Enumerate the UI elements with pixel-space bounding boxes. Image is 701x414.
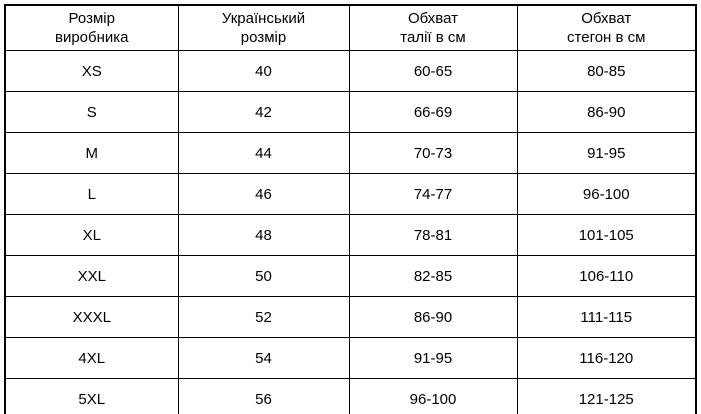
cell-hips: 106-110	[517, 256, 696, 297]
table-row	[5, 338, 696, 379]
cell-hips: 91-95	[517, 133, 696, 174]
column-header-hips	[517, 5, 696, 51]
cell-waist: 86-90	[349, 297, 517, 338]
cell-manufacturer-size: XXL	[5, 256, 178, 297]
cell-ukrainian-size: 46	[178, 174, 349, 215]
cell-hips: 96-100	[517, 174, 696, 215]
table-row	[5, 215, 696, 256]
table-row	[5, 297, 696, 338]
cell-waist: 74-77	[349, 174, 517, 215]
header-line: Розмір	[68, 10, 115, 27]
cell-ukrainian-size: 44	[178, 133, 349, 174]
cell-hips: 121-125	[517, 379, 696, 414]
cell-manufacturer-size: L	[5, 174, 178, 215]
header-line: розмір	[240, 29, 287, 46]
header-line: виробника	[54, 29, 129, 46]
column-header-manufacturer-size	[5, 5, 178, 51]
table-row	[5, 256, 696, 297]
cell-manufacturer-size: XXXL	[5, 297, 178, 338]
cell-hips: 116-120	[517, 338, 696, 379]
table-row	[5, 379, 696, 414]
header-line: Обхват	[408, 10, 458, 27]
cell-manufacturer-size: 4XL	[5, 338, 178, 379]
header-line: Обхват	[581, 10, 632, 27]
cell-hips: 80-85	[517, 51, 696, 92]
header-line: талії в см	[400, 29, 466, 46]
cell-waist: 82-85	[349, 256, 517, 297]
cell-ukrainian-size: 52	[178, 297, 349, 338]
size-chart-table	[4, 4, 697, 414]
cell-manufacturer-size: 5XL	[5, 379, 178, 414]
cell-hips: 86-90	[517, 92, 696, 133]
column-header-ukrainian-size	[178, 5, 349, 51]
table-row	[5, 133, 696, 174]
cell-hips: 111-115	[517, 297, 696, 338]
cell-ukrainian-size: 40	[178, 51, 349, 92]
cell-waist: 60-65	[349, 51, 517, 92]
header-row	[5, 5, 696, 51]
table-row	[5, 174, 696, 215]
cell-ukrainian-size: 50	[178, 256, 349, 297]
header-line: Український	[221, 10, 306, 27]
cell-ukrainian-size: 56	[178, 379, 349, 414]
cell-ukrainian-size: 54	[178, 338, 349, 379]
cell-hips: 101-105	[517, 215, 696, 256]
cell-manufacturer-size: M	[5, 133, 178, 174]
header-line: стегон в см	[567, 29, 646, 46]
cell-manufacturer-size: S	[5, 92, 178, 133]
cell-manufacturer-size: XL	[5, 215, 178, 256]
cell-waist: 70-73	[349, 133, 517, 174]
cell-waist: 96-100	[349, 379, 517, 414]
table-row	[5, 51, 696, 92]
table-row	[5, 92, 696, 133]
cell-manufacturer-size: XS	[5, 51, 178, 92]
cell-waist: 78-81	[349, 215, 517, 256]
cell-ukrainian-size: 48	[178, 215, 349, 256]
cell-ukrainian-size: 42	[178, 92, 349, 133]
cell-waist: 66-69	[349, 92, 517, 133]
cell-waist: 91-95	[349, 338, 517, 379]
column-header-waist	[349, 5, 517, 51]
